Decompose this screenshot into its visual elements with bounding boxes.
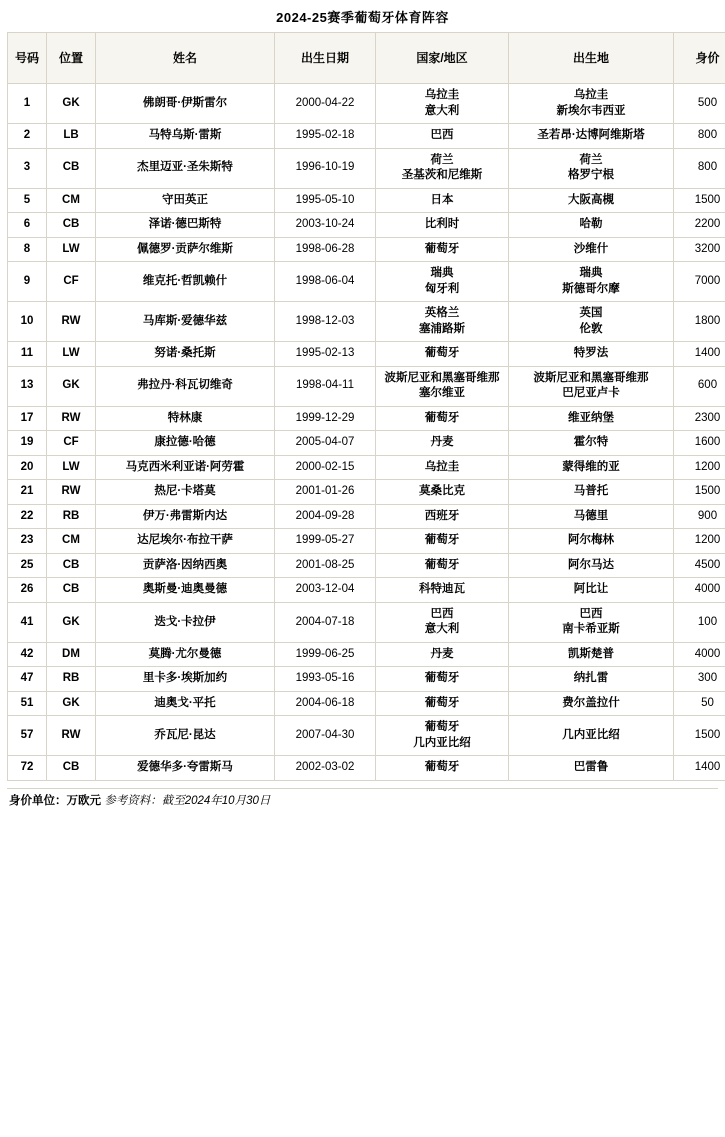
cell-value: 800 [674,124,725,149]
cell-birthplace [509,529,674,554]
cell-name: 康拉德·哈德 [96,431,275,456]
cell-birthplace-line: 新埃尔韦西亚 [556,104,626,117]
cell-country-line: 葡萄牙 [424,411,460,424]
cell-value: 2300 [674,406,725,431]
cell-number: 20 [8,455,47,480]
cell-dob: 1995-02-18 [275,124,376,149]
cell-country-line: 英格兰 [424,307,460,320]
cell-birthplace [509,262,674,302]
cell-birthplace [509,504,674,529]
cell-birthplace [509,642,674,667]
cell-birthplace-line: 圣若昂·达博阿维斯塔 [537,129,645,142]
cell-dob: 1999-06-25 [275,642,376,667]
table-row [8,756,725,781]
cell-country [376,602,509,642]
cell-number: 51 [8,691,47,716]
table-row [8,406,725,431]
cell-birthplace [509,480,674,505]
cell-birthplace-line: 马德里 [573,509,609,522]
cell-dob: 2003-12-04 [275,578,376,603]
cell-birthplace [509,84,674,124]
cell-country-line: 葡萄牙 [424,672,460,685]
cell-name: 杰里迈亚·圣朱斯特 [96,148,275,188]
cell-country [376,716,509,756]
table-row [8,691,725,716]
footnote [7,788,718,814]
cell-birthplace-line: 格罗宁根 [568,169,614,182]
cell-country [376,667,509,692]
table-row [8,578,725,603]
cell-birthplace-line: 阿尔梅林 [568,534,614,547]
cell-value: 1200 [674,455,725,480]
cell-country-line: 葡萄牙 [424,534,460,547]
cell-name: 佩德罗·贡萨尔维斯 [96,237,275,262]
cell-name: 里卡多·埃斯加约 [96,667,275,692]
cell-dob: 1995-05-10 [275,188,376,213]
table-row [8,237,725,262]
cell-country-line: 巴西 [430,607,454,620]
header-row [8,33,725,84]
cell-dob: 1996-10-19 [275,148,376,188]
cell-dob: 1993-05-16 [275,667,376,692]
cell-birthplace-line: 霍尔特 [573,436,609,449]
cell-position: GK [47,602,96,642]
cell-birthplace [509,188,674,213]
cell-name: 特林康 [96,406,275,431]
cell-birthplace [509,148,674,188]
table-row [8,667,725,692]
cell-country-line: 葡萄牙 [424,696,460,709]
table-row [8,504,725,529]
footnote-unit: 身价单位：万欧元 [9,794,101,807]
cell-country-line: 丹麦 [430,436,454,449]
cell-birthplace [509,431,674,456]
cell-number: 2 [8,124,47,149]
cell-dob: 1999-12-29 [275,406,376,431]
cell-name: 迪奥戈·平托 [96,691,275,716]
cell-value: 1500 [674,188,725,213]
cell-birthplace-line: 巴雷鲁 [573,761,609,774]
cell-country [376,642,509,667]
cell-country [376,342,509,367]
cell-birthplace-line: 英国 [579,307,603,320]
cell-name: 马克西米利亚诺·阿劳霍 [96,455,275,480]
page-title: 2024-25赛季葡萄牙体育阵容 [276,10,449,25]
cell-position: RW [47,406,96,431]
cell-birthplace [509,366,674,406]
table-row [8,84,725,124]
table-row [8,342,725,367]
cell-name: 奥斯曼·迪奥曼德 [96,578,275,603]
cell-birthplace-line: 费尔盖拉什 [562,696,620,709]
cell-value: 1500 [674,480,725,505]
cell-country-line: 葡萄牙 [424,242,460,255]
cell-name: 马特乌斯·雷斯 [96,124,275,149]
cell-dob: 2004-06-18 [275,691,376,716]
cell-country-line: 塞浦路斯 [419,322,465,335]
cell-value: 4000 [674,578,725,603]
cell-name: 达尼埃尔·布拉干萨 [96,529,275,554]
table-row [8,642,725,667]
cell-value: 900 [674,504,725,529]
cell-country-line: 西班牙 [424,509,460,522]
cell-birthplace [509,578,674,603]
cell-position: RW [47,716,96,756]
cell-birthplace-line: 荷兰 [579,153,603,166]
cell-country [376,302,509,342]
cell-birthplace-line: 波斯尼亚和黑塞哥维那 [533,371,649,384]
cell-value: 800 [674,148,725,188]
cell-birthplace-line: 维亚纳堡 [568,411,614,424]
column-header-birthplace: 出生地 [509,33,674,84]
cell-value: 4500 [674,553,725,578]
cell-country [376,431,509,456]
cell-country-line: 乌拉圭 [424,460,460,473]
cell-country [376,578,509,603]
cell-position: CB [47,213,96,238]
cell-position: DM [47,642,96,667]
cell-value: 300 [674,667,725,692]
cell-position: CF [47,262,96,302]
cell-country [376,455,509,480]
column-header-position-label: 位置 [58,50,83,65]
cell-number: 21 [8,480,47,505]
cell-birthplace-line: 凯斯楚普 [568,647,614,660]
table-row [8,553,725,578]
cell-country-line: 瑞典 [430,267,454,280]
cell-birthplace-line: 大阪高槻 [568,193,614,206]
cell-value: 1500 [674,716,725,756]
cell-country-line: 日本 [430,193,454,206]
cell-position: RB [47,504,96,529]
cell-value: 2200 [674,213,725,238]
cell-position: RW [47,302,96,342]
cell-country-line: 匈牙利 [424,282,460,295]
cell-position: CM [47,529,96,554]
cell-position: GK [47,366,96,406]
cell-name: 爱德华多·夸雷斯马 [96,756,275,781]
table-header [8,33,725,84]
cell-country [376,84,509,124]
cell-number: 8 [8,237,47,262]
cell-country [376,366,509,406]
table-row [8,188,725,213]
cell-country [376,188,509,213]
cell-dob: 1998-06-28 [275,237,376,262]
cell-number: 72 [8,756,47,781]
cell-name: 泽诺·德巴斯特 [96,213,275,238]
cell-number: 23 [8,529,47,554]
cell-number: 11 [8,342,47,367]
squad-table [7,32,725,781]
cell-name: 乔瓦尼·昆达 [96,716,275,756]
cell-name: 迭戈·卡拉伊 [96,602,275,642]
cell-birthplace-line: 乌拉圭 [573,89,609,101]
cell-country [376,504,509,529]
cell-value: 600 [674,366,725,406]
cell-country [376,148,509,188]
cell-birthplace [509,406,674,431]
cell-country [376,237,509,262]
table-body [8,84,725,781]
cell-position: CB [47,553,96,578]
cell-number: 41 [8,602,47,642]
cell-dob: 2001-01-26 [275,480,376,505]
table-row [8,455,725,480]
cell-number: 22 [8,504,47,529]
cell-dob: 2000-04-22 [275,84,376,124]
cell-country [376,213,509,238]
cell-number: 9 [8,262,47,302]
cell-value: 7000 [674,262,725,302]
cell-number: 3 [8,148,47,188]
cell-position: RB [47,667,96,692]
cell-birthplace [509,691,674,716]
cell-number: 19 [8,431,47,456]
cell-country [376,124,509,149]
cell-birthplace-line: 巴西 [579,607,603,620]
cell-position: CB [47,578,96,603]
cell-position: LW [47,237,96,262]
cell-country-line: 葡萄牙 [424,347,460,360]
cell-birthplace [509,302,674,342]
cell-value: 100 [674,602,725,642]
cell-birthplace-line: 阿比让 [573,583,609,596]
cell-name: 热尼·卡塔莫 [96,480,275,505]
cell-birthplace [509,455,674,480]
cell-number: 57 [8,716,47,756]
cell-dob: 2001-08-25 [275,553,376,578]
cell-country-line: 意大利 [424,104,460,117]
cell-number: 5 [8,188,47,213]
cell-name: 维克托·哲凯赖什 [96,262,275,302]
cell-birthplace-line: 特罗法 [573,347,609,360]
cell-position: LW [47,455,96,480]
column-header-value: 身价 [674,33,725,84]
cell-position: CF [47,431,96,456]
cell-birthplace [509,602,674,642]
cell-value: 1400 [674,756,725,781]
column-header-name: 姓名 [96,33,275,84]
cell-value: 1400 [674,342,725,367]
cell-number: 26 [8,578,47,603]
table-row [8,124,725,149]
cell-birthplace-line: 伦敦 [579,322,603,335]
cell-country-line: 塞尔维亚 [419,387,465,400]
cell-birthplace-line: 瑞典 [579,267,603,280]
cell-birthplace-line: 巴尼亚卢卡 [562,387,620,400]
cell-position: GK [47,691,96,716]
column-header-number-label: 号码 [14,50,39,65]
table-row [8,431,725,456]
cell-position: CB [47,756,96,781]
cell-dob: 1998-12-03 [275,302,376,342]
cell-name: 马库斯·爱德华兹 [96,302,275,342]
cell-country-line: 意大利 [424,623,460,636]
cell-number: 47 [8,667,47,692]
cell-dob: 1998-06-04 [275,262,376,302]
cell-name: 莫腾·尤尔曼德 [96,642,275,667]
cell-name: 弗拉丹·科瓦切维奇 [96,366,275,406]
table-row [8,529,725,554]
column-header-country: 国家/地区 [376,33,509,84]
cell-dob: 2000-02-15 [275,455,376,480]
cell-dob: 1998-04-11 [275,366,376,406]
cell-number: 42 [8,642,47,667]
cell-dob: 2004-07-18 [275,602,376,642]
cell-birthplace-line: 斯德哥尔摩 [562,282,620,295]
cell-birthplace [509,124,674,149]
cell-country-line: 圣基茨和尼维斯 [401,169,483,182]
cell-number: 17 [8,406,47,431]
cell-value: 1800 [674,302,725,342]
table-row [8,602,725,642]
cell-dob: 2002-03-02 [275,756,376,781]
cell-dob: 1999-05-27 [275,529,376,554]
cell-value: 50 [674,691,725,716]
cell-name: 贡萨洛·因纳西奥 [96,553,275,578]
cell-country [376,529,509,554]
cell-country-line: 巴西 [430,129,454,142]
cell-birthplace [509,213,674,238]
cell-number: 25 [8,553,47,578]
cell-position: LB [47,124,96,149]
table-row [8,302,725,342]
cell-country-line: 比利时 [424,218,460,231]
cell-value: 1200 [674,529,725,554]
cell-value: 500 [674,84,725,124]
cell-country-line: 葡萄牙 [424,761,460,774]
cell-country-line: 莫桑比克 [419,485,465,498]
cell-position: CB [47,148,96,188]
cell-dob: 2004-09-28 [275,504,376,529]
cell-dob: 1995-02-13 [275,342,376,367]
cell-number: 10 [8,302,47,342]
column-header-dob: 出生日期 [275,33,376,84]
cell-country-line: 科特迪瓦 [419,583,465,596]
cell-birthplace [509,716,674,756]
table-row [8,148,725,188]
cell-dob: 2005-04-07 [275,431,376,456]
cell-birthplace-line: 哈勒 [579,218,603,231]
cell-birthplace-line: 沙维什 [573,242,609,255]
cell-value: 3200 [674,237,725,262]
cell-birthplace [509,237,674,262]
cell-name: 佛朗哥·伊斯雷尔 [96,84,275,124]
cell-country [376,480,509,505]
cell-country-line: 葡萄牙 [424,721,460,734]
cell-birthplace [509,553,674,578]
cell-birthplace-line: 几内亚比绍 [562,729,620,742]
cell-country [376,262,509,302]
table-row [8,262,725,302]
cell-position: LW [47,342,96,367]
cell-country-line: 几内亚比绍 [413,736,471,749]
cell-country-line: 葡萄牙 [424,558,460,571]
column-header-number [8,33,47,84]
cell-country [376,553,509,578]
cell-dob: 2007-04-30 [275,716,376,756]
cell-country-line: 波斯尼亚和黑塞哥维那 [384,371,500,384]
column-header-position [47,33,96,84]
cell-position: GK [47,84,96,124]
cell-country-line: 乌拉圭 [424,89,460,101]
cell-number: 1 [8,84,47,124]
cell-birthplace-line: 蒙得维的亚 [562,460,620,473]
table-row [8,213,725,238]
cell-birthplace-line: 阿尔马达 [568,558,614,571]
cell-value: 4000 [674,642,725,667]
cell-birthplace [509,756,674,781]
cell-name: 伊万·弗雷斯内达 [96,504,275,529]
cell-number: 13 [8,366,47,406]
cell-country [376,756,509,781]
cell-position: RW [47,480,96,505]
cell-number: 6 [8,213,47,238]
cell-birthplace-line: 南卡希亚斯 [562,623,620,636]
cell-birthplace-line: 马普托 [573,485,609,498]
cell-country [376,406,509,431]
cell-value: 1600 [674,431,725,456]
cell-name: 守田英正 [96,188,275,213]
table-row [8,716,725,756]
cell-birthplace-line: 纳扎雷 [573,672,609,685]
cell-country-line: 丹麦 [430,647,454,660]
table-row [8,366,725,406]
cell-dob: 2003-10-24 [275,213,376,238]
cell-country [376,691,509,716]
cell-country-line: 荷兰 [430,153,454,166]
cell-birthplace [509,342,674,367]
cell-birthplace [509,667,674,692]
cell-name: 努诺·桑托斯 [96,342,275,367]
cell-position: CM [47,188,96,213]
table-row [8,480,725,505]
footnote-source: 参考资料：截至2024年10月30日 [104,794,271,807]
